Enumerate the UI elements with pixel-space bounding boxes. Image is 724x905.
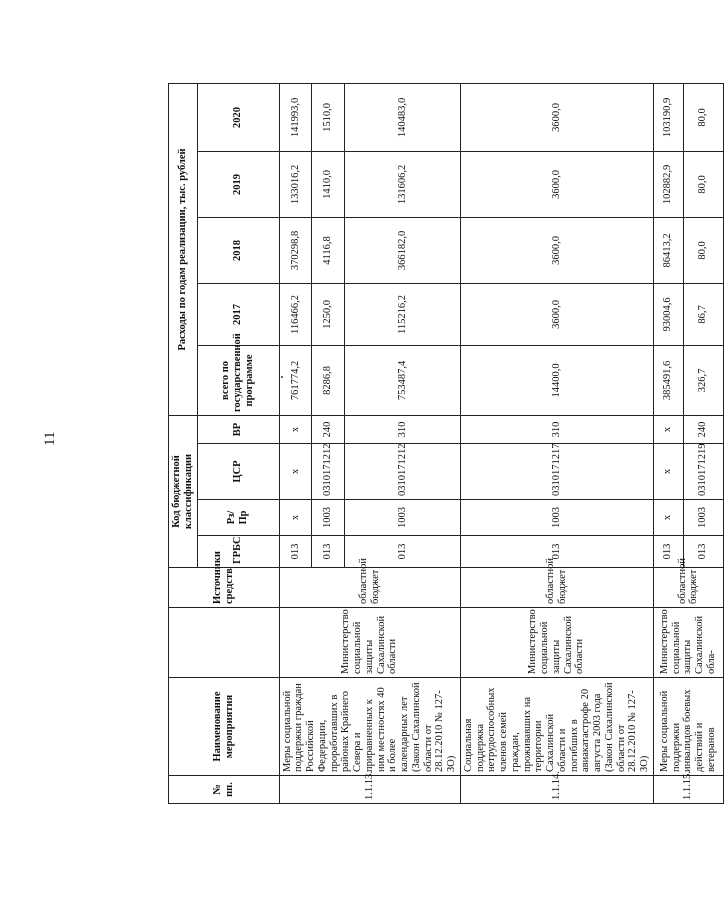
cell-total: 761774,2 — [279, 345, 312, 415]
cell-grbs: 013 — [279, 536, 312, 568]
cell-csr: 0310171212 — [345, 444, 461, 500]
cell-vr: 240 — [312, 415, 345, 443]
page-number: 11 — [42, 431, 58, 446]
cell-2017: 115216,2 — [345, 283, 461, 345]
cell-rzpr: 1003 — [345, 500, 461, 536]
cell-2019: 80,0 — [683, 151, 723, 217]
header-rzpr: Рз/ Пр — [197, 500, 279, 536]
cell-2018: 4116,8 — [312, 217, 345, 283]
rotated-table-wrapper — [168, 84, 717, 804]
row-source: областной бюджет — [279, 568, 460, 608]
header-total: всего по государственной программе — [197, 345, 279, 415]
table-row — [460, 83, 653, 803]
cell-vr: x — [653, 415, 683, 443]
cell-csr: x — [279, 444, 312, 500]
cell-vr: 240 — [683, 415, 723, 443]
row-name: Социальная поддержка нетрудоспособных членов семей граждан, проживавших на территории Сахалинской области и погибших в авиакатастрофе 20 августа 2003 года (Закон Сахалинской области от 28.12.2010 № 127-ЗО) — [460, 678, 653, 776]
header-2019: 2019 — [197, 151, 279, 217]
cell-total: 14400,0 — [460, 345, 653, 415]
cell-2018: 86413,2 — [653, 217, 683, 283]
cell-2019: 1410,0 — [312, 151, 345, 217]
cell-2017: 93004,6 — [653, 283, 683, 345]
cell-2020: 1510,0 — [312, 83, 345, 151]
cell-total: 385491,6 — [653, 345, 683, 415]
header-2018: 2018 — [197, 217, 279, 283]
cell-2020: 3600,0 — [460, 83, 653, 151]
cell-csr: 0310171212 — [312, 444, 345, 500]
row-number: 1.1.14. — [460, 776, 653, 804]
cell-2020: 80,0 — [683, 83, 723, 151]
cell-rzpr: 1003 — [312, 500, 345, 536]
cell-rzpr: x — [279, 500, 312, 536]
cell-2018: 366182,0 — [345, 217, 461, 283]
cell-vr: 310 — [345, 415, 461, 443]
cell-total: 753487,4 — [345, 345, 461, 415]
row-responsible: Министерство социальной защиты Сахалинской области — [279, 608, 460, 678]
cell-2019: 3600,0 — [460, 151, 653, 217]
cell-2017: 86,7 — [683, 283, 723, 345]
cell-grbs: 013 — [460, 536, 653, 568]
header-2017: 2017 — [197, 283, 279, 345]
cell-rzpr: x — [653, 500, 683, 536]
row-number: 1.1.13. — [279, 776, 460, 804]
cell-rzpr: 1003 — [683, 500, 723, 536]
cell-2020: 140483,0 — [345, 83, 461, 151]
cell-2019: 131606,2 — [345, 151, 461, 217]
row-responsible: Министерство социальной защиты Сахалинской области — [460, 608, 653, 678]
cell-grbs: 013 — [653, 536, 683, 568]
header-name: Наименование мероприятия — [169, 678, 280, 776]
cell-total: 326,7 — [683, 345, 723, 415]
table-row — [653, 83, 683, 803]
row-name: Меры социальной поддержки граждан Российской Федерации, проработавших в районах Крайнего Севера и приравненных к ним местностях 40 и более календарных лет (Закон Сахалинской области от 28.12.2010 № 127-ЗО) — [279, 678, 460, 776]
header-2020: 2020 — [197, 83, 279, 151]
row-source: областной бюджет — [460, 568, 653, 608]
cell-csr: 0310171219 — [683, 444, 723, 500]
cell-vr: 310 — [460, 415, 653, 443]
cell-2017: 116466,2 — [279, 283, 312, 345]
cell-total: 8286,8 — [312, 345, 345, 415]
row-number: 1.1.15. — [653, 776, 723, 804]
header-grbs: ГРБС — [197, 536, 279, 568]
cell-2020: 103190,9 — [653, 83, 683, 151]
table-row — [279, 83, 312, 803]
cell-2017: 3600,0 — [460, 283, 653, 345]
cell-csr: x — [653, 444, 683, 500]
cell-2019: 102882,9 — [653, 151, 683, 217]
cell-grbs: 013 — [683, 536, 723, 568]
header-budget-code: Код бюджетной классификации — [169, 415, 198, 567]
row-name: Меры социальной поддержки инвалидов боевых действий и ветеранов — [653, 678, 723, 776]
header-csr: ЦСР — [197, 444, 279, 500]
header-num: № пп. — [169, 776, 280, 804]
cell-rzpr: 1003 — [460, 500, 653, 536]
cell-grbs: 013 — [312, 536, 345, 568]
row-responsible: Министерство социальной защиты Сахалинской обла- — [653, 608, 723, 678]
budget-table — [168, 83, 724, 804]
cell-2020: 141993,0 — [279, 83, 312, 151]
cell-grbs: 013 — [345, 536, 461, 568]
cell-csr: 0310171217 — [460, 444, 653, 500]
header-responsible — [169, 608, 280, 678]
header-source: Источники средств — [169, 568, 280, 608]
cell-2017: 1250,0 — [312, 283, 345, 345]
cell-2018: 370298,8 — [279, 217, 312, 283]
cell-vr: x — [279, 415, 312, 443]
header-expenses: Расходы по годам реализации, тыс. рублей — [169, 83, 198, 415]
cell-2018: 3600,0 — [460, 217, 653, 283]
cell-2018: 80,0 — [683, 217, 723, 283]
row-source: областной бюджет — [653, 568, 723, 608]
header-vr: ВР — [197, 415, 279, 443]
cell-2019: 133016,2 — [279, 151, 312, 217]
